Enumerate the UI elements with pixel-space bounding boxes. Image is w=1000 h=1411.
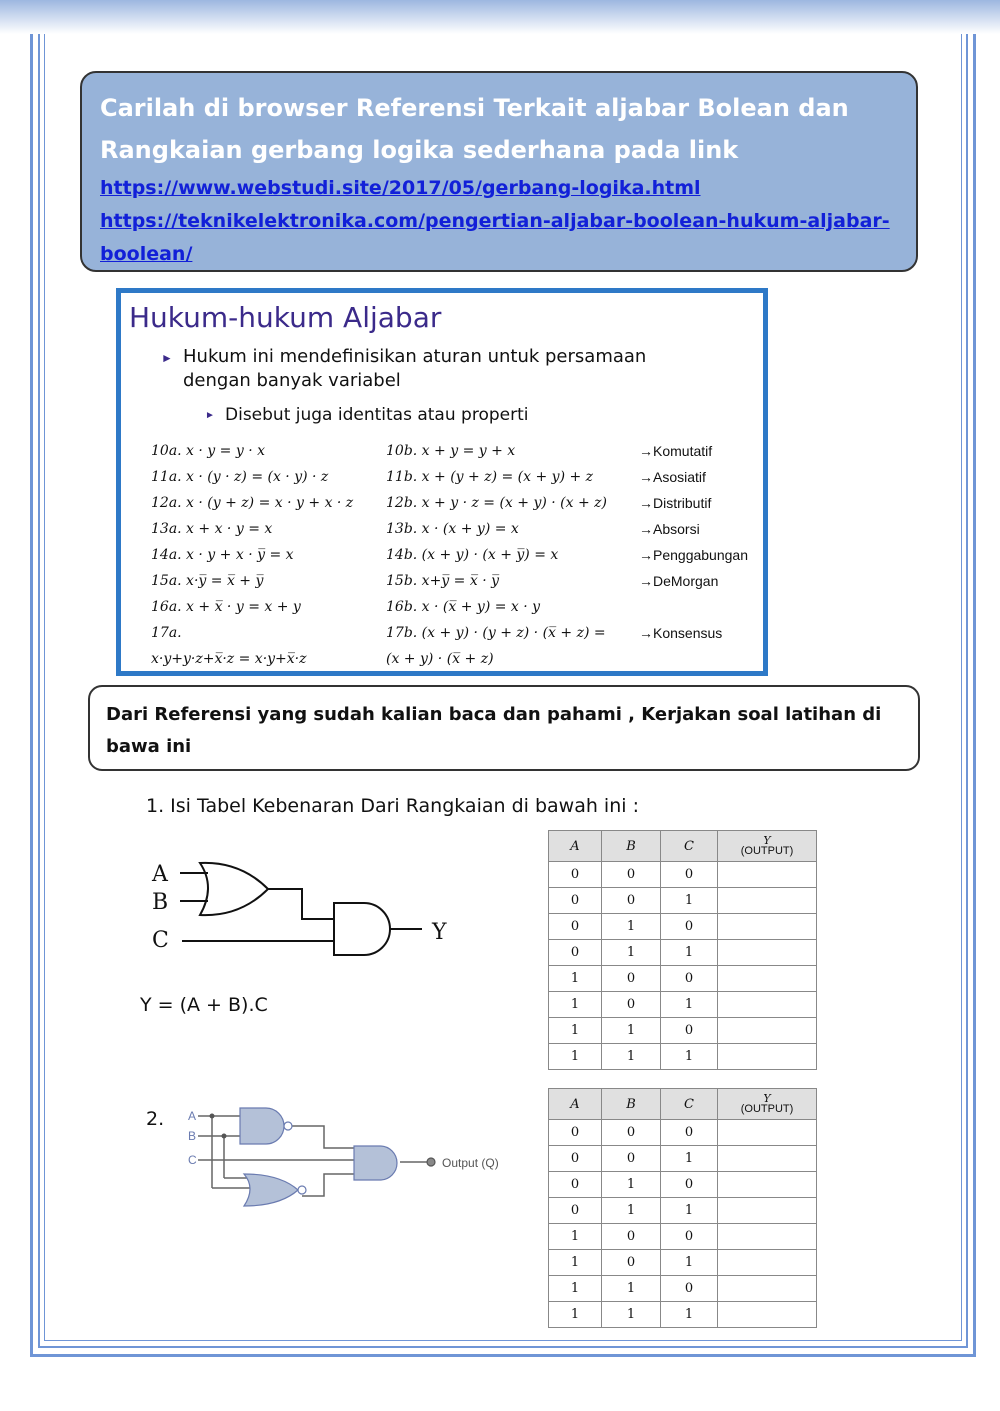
law-right: 11b. x + (y + z) = (x + y) + z	[386, 469, 594, 485]
law-right: 16b. x · (x̅ + y) = x · y	[386, 599, 541, 615]
table-cell: 0	[602, 888, 661, 914]
law-name: →Absorsi	[639, 521, 700, 537]
table-cell: 1	[549, 1044, 602, 1070]
table-cell: 0	[661, 1224, 718, 1250]
table-row	[549, 1224, 817, 1250]
output-input-cell[interactable]	[718, 1044, 817, 1070]
truth-table-1	[548, 830, 817, 1070]
output-input-cell[interactable]	[718, 888, 817, 914]
laws-figure	[116, 288, 768, 676]
table-cell: 0	[549, 862, 602, 888]
table-cell: 1	[549, 1224, 602, 1250]
col-header-output-label: (OUTPUT)	[740, 845, 794, 857]
laws-bullet1-line2: dengan banyak variabel	[183, 370, 401, 391]
col-header-y	[718, 1089, 817, 1120]
table-row	[549, 940, 817, 966]
truth-table-2	[548, 1088, 817, 1328]
law-left: 15a. x·y̅ = x̅ + y̅	[151, 573, 264, 589]
q1-label: 1. Isi Tabel Kebenaran Dari Rangkaian di bawah ini :	[146, 795, 639, 817]
output-input-cell[interactable]	[718, 1018, 817, 1044]
output-input-cell[interactable]	[718, 1250, 817, 1276]
table-row	[549, 1250, 817, 1276]
table-cell: 1	[602, 1198, 661, 1224]
table-row	[549, 862, 817, 888]
table-cell: 0	[602, 1146, 661, 1172]
law-right: 13b. x · (x + y) = x	[386, 521, 519, 537]
top-gradient-bar	[0, 0, 1000, 34]
laws-bullet2: Disebut juga identitas atau properti	[225, 405, 529, 425]
law-left: 12a. x · (y + z) = x · y + x · z	[151, 495, 354, 511]
law-name: →Konsensus	[639, 625, 723, 641]
table-cell: 1	[602, 1276, 661, 1302]
table-row	[549, 966, 817, 992]
table-cell: 1	[661, 1198, 718, 1224]
table-row	[549, 914, 817, 940]
table-cell: 1	[602, 940, 661, 966]
q2-circuit-diagram	[184, 1102, 514, 1217]
table-cell: 1	[549, 966, 602, 992]
table-cell: 1	[602, 1302, 661, 1328]
output-input-cell[interactable]	[718, 1146, 817, 1172]
table-row	[549, 1146, 817, 1172]
table-cell: 0	[661, 1276, 718, 1302]
q1-circuit-diagram	[150, 855, 460, 965]
col-header-y-label: Y	[763, 834, 771, 847]
table-cell: 0	[549, 940, 602, 966]
table-row	[549, 1198, 817, 1224]
table-cell: 0	[549, 1172, 602, 1198]
q1-formula: Y = (A + B).C	[140, 994, 268, 1016]
table-cell: 1	[549, 1276, 602, 1302]
law-left: 11a. x · (y · z) = (x · y) · z	[151, 469, 329, 485]
table-cell: 0	[549, 1120, 602, 1146]
table-cell: 0	[549, 1146, 602, 1172]
bullet-triangle-icon: ►	[205, 410, 215, 421]
table-cell: 0	[661, 862, 718, 888]
table-cell: 0	[661, 966, 718, 992]
law-right: 14b. (x + y) · (x + y̅) = x	[386, 547, 559, 563]
col-header-b: B	[602, 1089, 661, 1120]
table-cell: 0	[602, 992, 661, 1018]
output-input-cell[interactable]	[718, 1224, 817, 1250]
law-name: →Penggabungan	[639, 547, 748, 563]
table-row	[549, 992, 817, 1018]
law-name: →DeMorgan	[639, 573, 719, 589]
output-terminal-icon	[427, 1158, 435, 1166]
intro-box	[80, 71, 918, 272]
and-gate-icon	[354, 1146, 397, 1180]
table-row	[549, 1276, 817, 1302]
law-left: 14a. x · y + x · y̅ = x	[151, 547, 294, 563]
law-right: 17b. (x + y) · (y + z) · (x̅ + z) =	[386, 625, 606, 641]
task-instruction-box	[88, 685, 920, 771]
q2-input-b-label: B	[188, 1129, 197, 1143]
link-gerbang-logika[interactable]: https://www.webstudi.site/2017/05/gerbang-logika.html	[100, 177, 701, 199]
q2-output-label: Output (Q)	[442, 1156, 499, 1170]
table-cell: 1	[661, 1044, 718, 1070]
law-left: 17a.	[151, 625, 182, 641]
q1-output-y-label: Y	[432, 920, 447, 945]
law-right: 15b. x+y̅ = x̅ · y̅	[386, 573, 499, 589]
col-header-c: C	[661, 831, 718, 862]
table-cell: 1	[549, 992, 602, 1018]
table-cell: 1	[661, 1302, 718, 1328]
intro-title-line1: Carilah di browser Referensi Terkait aljabar Bolean dan	[100, 94, 849, 122]
col-header-a: A	[549, 831, 602, 862]
output-input-cell[interactable]	[718, 966, 817, 992]
output-input-cell[interactable]	[718, 862, 817, 888]
nand-gate-icon	[240, 1108, 284, 1144]
law-name: →Asosiatif	[639, 469, 706, 485]
col-header-y	[718, 831, 817, 862]
link-aljabar-boolean-cont[interactable]: boolean/	[100, 243, 193, 265]
table-cell: 1	[602, 1044, 661, 1070]
table-cell: 0	[549, 1198, 602, 1224]
q1-input-c-label: C	[152, 928, 169, 953]
laws-bullet1-line1: Hukum ini mendefinisikan aturan untuk persamaan	[183, 346, 647, 367]
col-header-y-label: Y	[763, 1092, 771, 1105]
table-row	[549, 1302, 817, 1328]
law-left: 16a. x + x̅ · y = x + y	[151, 599, 301, 615]
table-cell: 1	[661, 1250, 718, 1276]
table-cell: 0	[602, 966, 661, 992]
law-left: x·y+y·z+x̅·z = x·y+x̅·z	[151, 651, 307, 667]
law-name: →Distributif	[639, 495, 712, 511]
output-input-cell[interactable]	[718, 1276, 817, 1302]
col-header-c: C	[661, 1089, 718, 1120]
or-gate-icon	[200, 863, 268, 915]
law-name: →Komutatif	[639, 443, 713, 459]
nor-gate-icon	[244, 1174, 298, 1206]
laws-title: Hukum-hukum Aljabar	[129, 301, 442, 334]
table-row	[549, 1044, 817, 1070]
task-instruction: Dari Referensi yang sudah kalian baca dan pahami , Kerjakan soal latihan di bawa ini	[106, 704, 882, 757]
table-cell: 1	[549, 1250, 602, 1276]
law-right: (x + y) · (x̅ + z)	[386, 651, 494, 667]
q1-input-b-label: B	[152, 890, 169, 915]
table-cell: 1	[661, 992, 718, 1018]
table-cell: 1	[661, 1146, 718, 1172]
table-cell: 1	[602, 914, 661, 940]
output-input-cell[interactable]	[718, 1198, 817, 1224]
table-cell: 1	[661, 888, 718, 914]
table-cell: 0	[661, 1018, 718, 1044]
bullet-triangle-icon: ►	[161, 351, 173, 365]
output-input-cell[interactable]	[718, 1302, 817, 1328]
law-right: 12b. x + y · z = (x + y) · (x + z)	[386, 495, 608, 511]
table-row	[549, 1120, 817, 1146]
col-header-a: A	[549, 1089, 602, 1120]
table-cell: 0	[661, 914, 718, 940]
table-cell: 0	[602, 1224, 661, 1250]
col-header-output-label: (OUTPUT)	[740, 1103, 794, 1115]
table-cell: 1	[602, 1172, 661, 1198]
table-cell: 1	[549, 1018, 602, 1044]
table-cell: 1	[602, 1018, 661, 1044]
output-input-cell[interactable]	[718, 914, 817, 940]
table-cell: 0	[549, 888, 602, 914]
q2-input-a-label: A	[188, 1109, 197, 1123]
table-cell: 0	[549, 914, 602, 940]
intro-title-line2: Rangkaian gerbang logika sederhana pada link	[100, 136, 739, 164]
and-gate-icon	[334, 903, 390, 955]
table-row	[549, 1018, 817, 1044]
table-cell: 0	[602, 1250, 661, 1276]
q2-label: 2.	[146, 1108, 165, 1130]
col-header-b: B	[602, 831, 661, 862]
table-cell: 0	[602, 862, 661, 888]
law-left: 13a. x + x · y = x	[151, 521, 273, 537]
table-row	[549, 888, 817, 914]
output-input-cell[interactable]	[718, 1120, 817, 1146]
q2-input-c-label: C	[188, 1153, 197, 1167]
table-cell: 1	[549, 1302, 602, 1328]
table-cell: 0	[602, 1120, 661, 1146]
law-left: 10a. x · y = y · x	[151, 443, 266, 459]
link-aljabar-boolean[interactable]: https://teknikelektronika.com/pengertian-aljabar-boolean-hukum-aljabar-	[100, 210, 890, 232]
laws-bullet1	[183, 345, 743, 393]
output-input-cell[interactable]	[718, 992, 817, 1018]
law-right: 10b. x + y = y + x	[386, 443, 516, 459]
table-cell: 0	[661, 1172, 718, 1198]
output-input-cell[interactable]	[718, 940, 817, 966]
q1-input-a-label: A	[152, 862, 168, 887]
table-row	[549, 1172, 817, 1198]
output-input-cell[interactable]	[718, 1172, 817, 1198]
table-cell: 1	[661, 940, 718, 966]
table-cell: 0	[661, 1120, 718, 1146]
